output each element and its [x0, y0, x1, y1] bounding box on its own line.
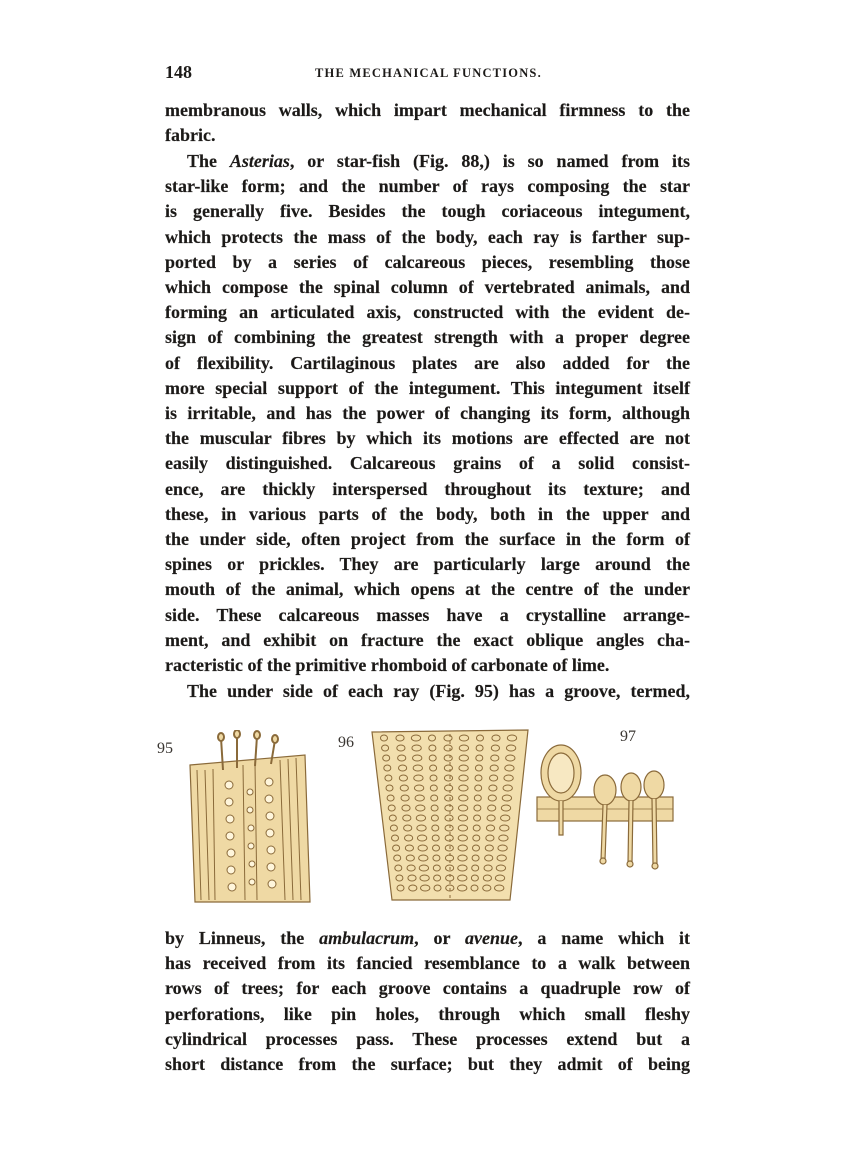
text-line: ment, and exhibit on fracture the exact oblique angles cha- [165, 629, 690, 650]
text-line: the under side, often project from the surface in the form of [165, 529, 690, 550]
text-span: , or star-fish (Fig. 88,) is so named from its [289, 151, 690, 171]
paragraph-continuation [165, 98, 690, 148]
text-line: forming an articulated axis, constructed with the evident de- [165, 302, 690, 323]
text-line: is generally five. Besides the tough coriaceous integument, [165, 201, 690, 222]
figure-96-plates-illustration [370, 728, 530, 903]
text-line: which protects the mass of the body, each ray is farther sup- [165, 226, 690, 247]
text-line: these, in various parts of the body, both in the upper and [165, 503, 690, 524]
text-span: , a name which it [518, 928, 690, 948]
text-span: by Linneus, the [165, 928, 320, 948]
figure-96-drawing [372, 730, 528, 900]
text-line: The under side of each ray (Fig. 95) has a groove, termed, [187, 681, 690, 701]
text-line: the muscular fibres by which its motions are effected are not [165, 428, 690, 449]
text-line: perforations, like pin holes, through which small fleshy [165, 1003, 690, 1024]
text-line: membranous walls, which impart mechanical firmness to the [165, 100, 690, 120]
text-line: which compose the spinal column of vertebrated animals, and [165, 277, 690, 298]
term-ambulacrum: ambulacrum [319, 928, 415, 948]
text-span: The [187, 151, 230, 171]
text-line: mouth of the animal, which opens at the centre of the under [165, 579, 690, 600]
genus-name: Asterias [229, 151, 290, 171]
text-line: short distance from the surface; but they admit of being [165, 1054, 690, 1075]
paragraph-under-side [165, 679, 690, 704]
text-line: fabric. [165, 125, 216, 146]
figure-97-label: 97 [620, 728, 636, 745]
text-line: side. These calcareous masses have a crystalline arrange- [165, 604, 690, 625]
figure-95-ray-illustration [185, 730, 315, 905]
text-line: rows of trees; for each groove contains a quadruple row of [165, 978, 690, 999]
page-number: 148 [165, 62, 192, 82]
text-line: spines or prickles. They are particularly large around the [165, 554, 690, 575]
term-avenue: avenue [465, 928, 519, 948]
text-line: ence, are thickly interspersed throughout its texture; and [165, 478, 690, 499]
text-line [165, 926, 690, 951]
text-line: has received from its fancied resemblance to a walk between [165, 953, 690, 974]
figure-97-drawing [537, 745, 673, 869]
text-line: star-like form; and the number of rays composing the star [165, 176, 690, 197]
figure-96-label: 96 [338, 734, 354, 751]
paragraph-asterias [165, 149, 690, 678]
text-span: , or [414, 928, 466, 948]
figure-97-feet-illustration [535, 735, 675, 875]
page-header [165, 62, 690, 86]
text-line: of flexibility. Cartilaginous plates are also added for the [165, 352, 690, 373]
figure-95-drawing [190, 730, 310, 902]
text-line: racteristic of the primitive rhomboid of carbonate of lime. [165, 655, 610, 676]
text-line [165, 149, 690, 174]
running-title: THE MECHANICAL FUNCTIONS. [315, 66, 542, 80]
text-line: easily distinguished. Calcareous grains of a solid consist- [165, 453, 690, 474]
figure-95-label: 95 [157, 740, 173, 757]
text-line: sign of combining the greatest strength with a proper degree [165, 327, 690, 348]
text-line: more special support of the integument. This integument itself [165, 377, 690, 398]
text-line: is irritable, and has the power of changing its form, although [165, 403, 690, 424]
paragraph-ambulacrum [165, 926, 690, 1077]
text-line: cylindrical processes pass. These processes extend but a [165, 1028, 690, 1049]
text-line: ported by a series of calcareous pieces, resembling those [165, 251, 690, 272]
